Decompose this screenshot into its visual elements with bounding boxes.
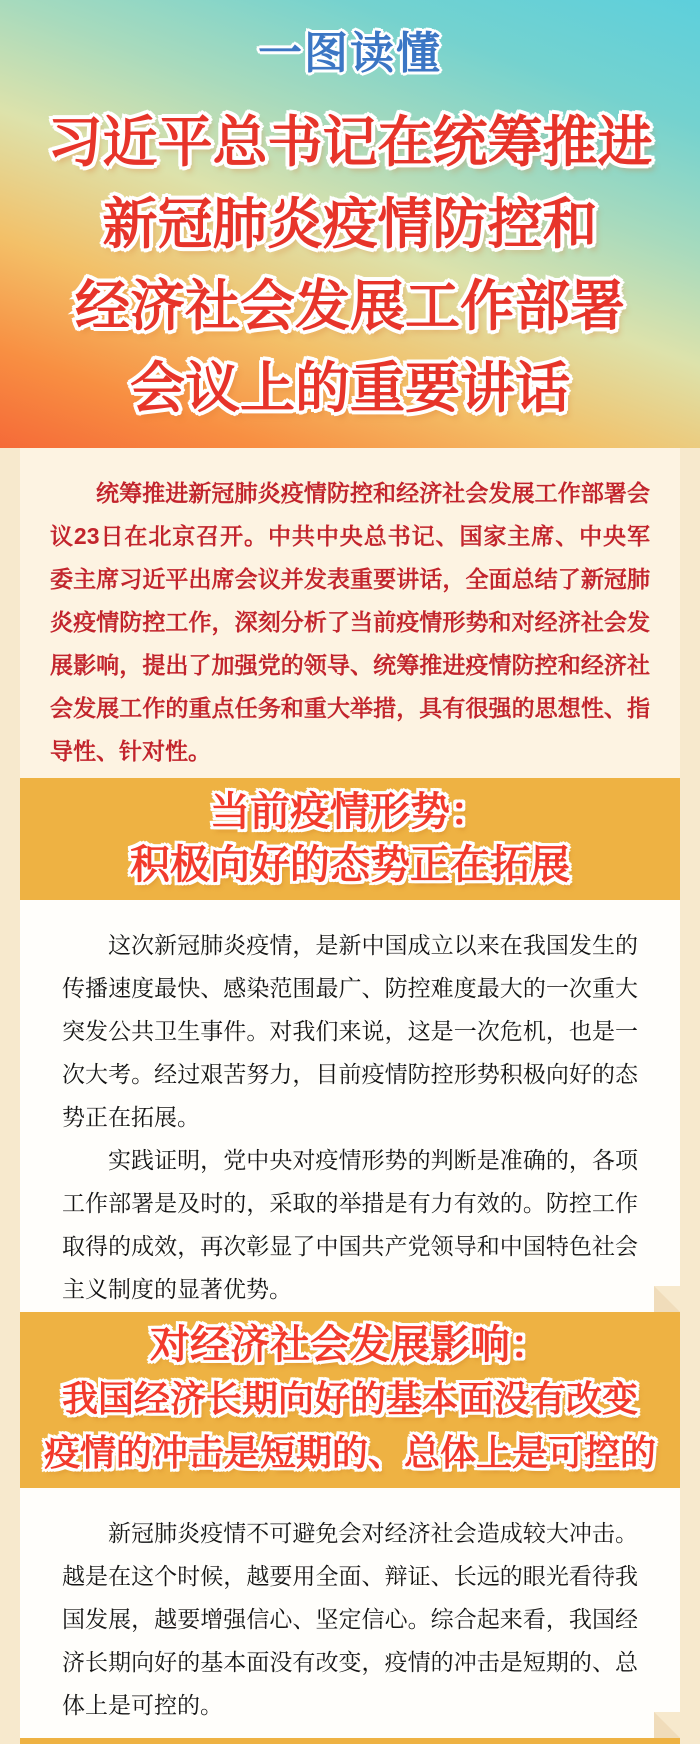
- section-banner-economic-impact: [20, 1312, 680, 1488]
- banner-economy-line-1: 对经济社会发展影响：: [150, 1323, 550, 1367]
- main-title-line-3: 经济社会发展工作部署: [74, 276, 625, 337]
- intro-card: [20, 448, 680, 778]
- epidemic-paragraph-2: 实践证明，党中央对疫情形势的判断是准确的，各项工作部署是及时的，采取的举措是有力有效的。防控工作取得的成效，再次彰显了中国共产党领导和中国特色社会主义制度的显著优势。: [62, 1147, 638, 1302]
- main-title-line-2: 新冠肺炎疫情防控和: [102, 194, 598, 255]
- banner-economy-line-3: 疫情的冲击是短期的、总体上是可控的: [43, 1432, 656, 1473]
- kicker-title: 一图读懂: [258, 29, 442, 78]
- banner-economy-line-2: 我国经济长期向好的基本面没有改变: [61, 1378, 638, 1419]
- epidemic-paragraph-1: 这次新冠肺炎疫情，是新中国成立以来在我国发生的传播速度最快、感染范围最广、防控难度最大的一次重大突发公共卫生事件。对我们来说，这是一次危机，也是一次大考。经过艰苦努力，目前疫情防控形势积极向好的态势正在拓展。: [62, 932, 638, 1130]
- economy-paragraph-1: 新冠肺炎疫情不可避免会对经济社会造成较大冲击。越是在这个时候，越要用全面、辩证、长远的眼光看待我国发展，越要增强信心、坚定信心。综合起来看，我国经济长期向好的基本面没有改变，疫情的冲击是短期的、总体上是可控的。: [62, 1520, 638, 1718]
- section-banner-epidemic-situation: [20, 778, 680, 900]
- section-card-epidemic-situation: [20, 900, 680, 1312]
- intro-paragraph: 统筹推进新冠肺炎疫情防控和经济社会发展工作部署会议23日在北京召开。中共中央总书记、国家主席、中央军委主席习近平出席会议并发表重要讲话，全面总结了新冠肺炎疫情防控工作，深刻分析了当前疫情形势和对经济社会发展影响，提出了加强党的领导、统筹推进疫情防控和经济社会发展工作的重点任务和重大举措，具有很强的思想性、指导性、针对性。: [50, 480, 650, 764]
- main-title-line-1: 习近平总书记在统筹推进: [47, 112, 653, 173]
- banner-epidemic-line-1: 当前疫情形势：: [210, 790, 490, 834]
- header-banner: [0, 0, 700, 448]
- banner-epidemic-line-2: 积极向好的态势正在拓展: [130, 843, 570, 887]
- section-card-economic-impact: [20, 1488, 680, 1738]
- main-title-line-4: 会议上的重要讲话: [129, 358, 570, 419]
- folded-corner-decoration: [654, 1712, 680, 1738]
- folded-corner-decoration: [654, 1286, 680, 1312]
- next-section-banner-peek: [20, 1738, 680, 1744]
- main-title: [0, 102, 700, 430]
